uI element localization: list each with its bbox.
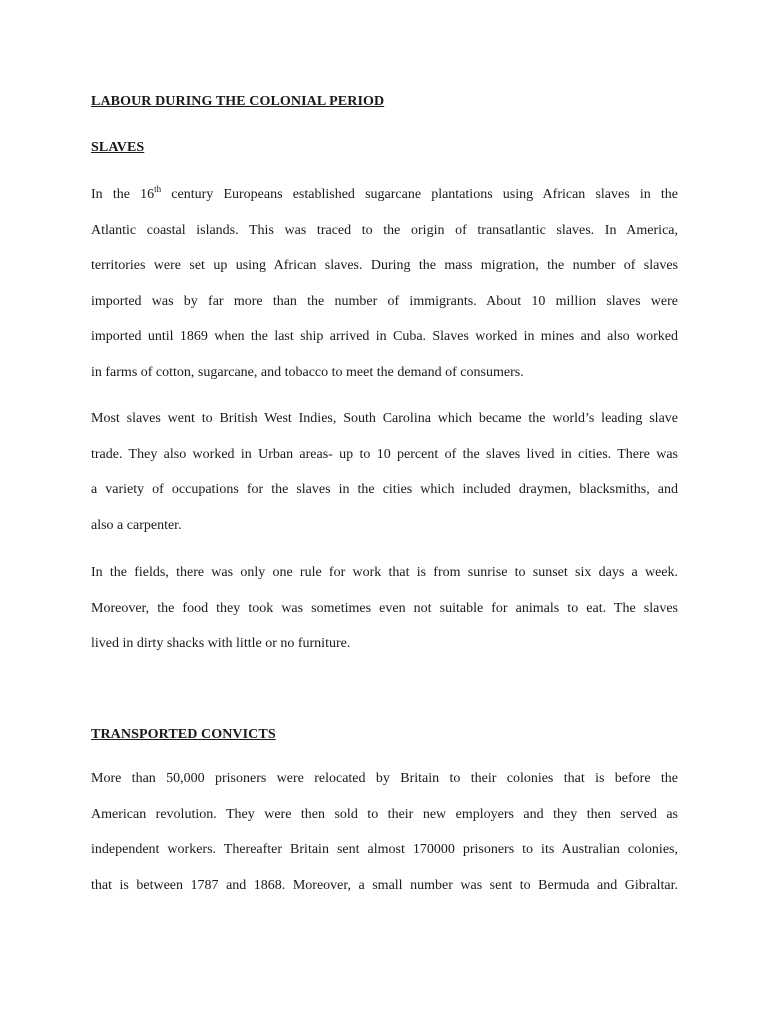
text-line: Moreover, the food they took was sometimes even not suitable for animals to eat. The slaves xyxy=(91,600,678,616)
ordinal-suffix: th xyxy=(154,184,162,194)
text-line: Atlantic coastal islands. This was traced to the origin of transatlantic slaves. In America, xyxy=(91,222,678,238)
text-line: a variety of occupations for the slaves in the cities which included draymen, blacksmiths, and xyxy=(91,482,678,497)
text-line: territories were set up using African slaves. During the mass migration, the number of slaves xyxy=(91,258,678,273)
paragraph-convicts-1 xyxy=(91,761,678,903)
section-heading-transported-convicts: TRANSPORTED CONVICTS xyxy=(91,727,276,742)
text-line: in farms of cotton, sugarcane, and tobacco to meet the demand of consumers. xyxy=(91,364,524,380)
text-line: American revolution. They were then sold to their new employers and they then served as xyxy=(91,806,678,822)
text-line: imported was by far more than the number of immigrants. About 10 million slaves were xyxy=(91,293,678,309)
text-line: Most slaves went to British West Indies, South Carolina which became the world’s leading slave xyxy=(91,411,678,426)
section-heading-slaves: SLAVES xyxy=(91,140,145,155)
text-line: In the fields, there was only one rule for work that is from sunrise to sunset six days a week. xyxy=(91,565,678,580)
document-title: LABOUR DURING THE COLONIAL PERIOD xyxy=(91,94,385,109)
text-line: trade. They also worked in Urban areas- up to 10 percent of the slaves lived in cities. There was xyxy=(91,446,678,462)
text-line: imported until 1869 when the last ship arrived in Cuba. Slaves worked in mines and also worked xyxy=(91,329,678,344)
text-line: lived in dirty shacks with little or no furniture. xyxy=(91,636,351,651)
paragraph-slaves-3 xyxy=(91,555,678,662)
paragraph-slaves-1 xyxy=(91,177,678,390)
text-line: independent workers. Thereafter Britain sent almost 170000 prisoners to its Australian colonies, xyxy=(91,842,678,857)
text-line: that is between 1787 and 1868. Moreover, a small number was sent to Bermuda and Gibraltar. xyxy=(91,877,678,893)
text-line: In the 16th century Europeans established sugarcane plantations using African slaves in the xyxy=(91,184,679,202)
paragraph-slaves-2 xyxy=(91,401,678,543)
text-line: also a carpenter. xyxy=(91,517,182,533)
text-line: More than 50,000 prisoners were relocated by Britain to their colonies that is before the xyxy=(91,771,678,786)
